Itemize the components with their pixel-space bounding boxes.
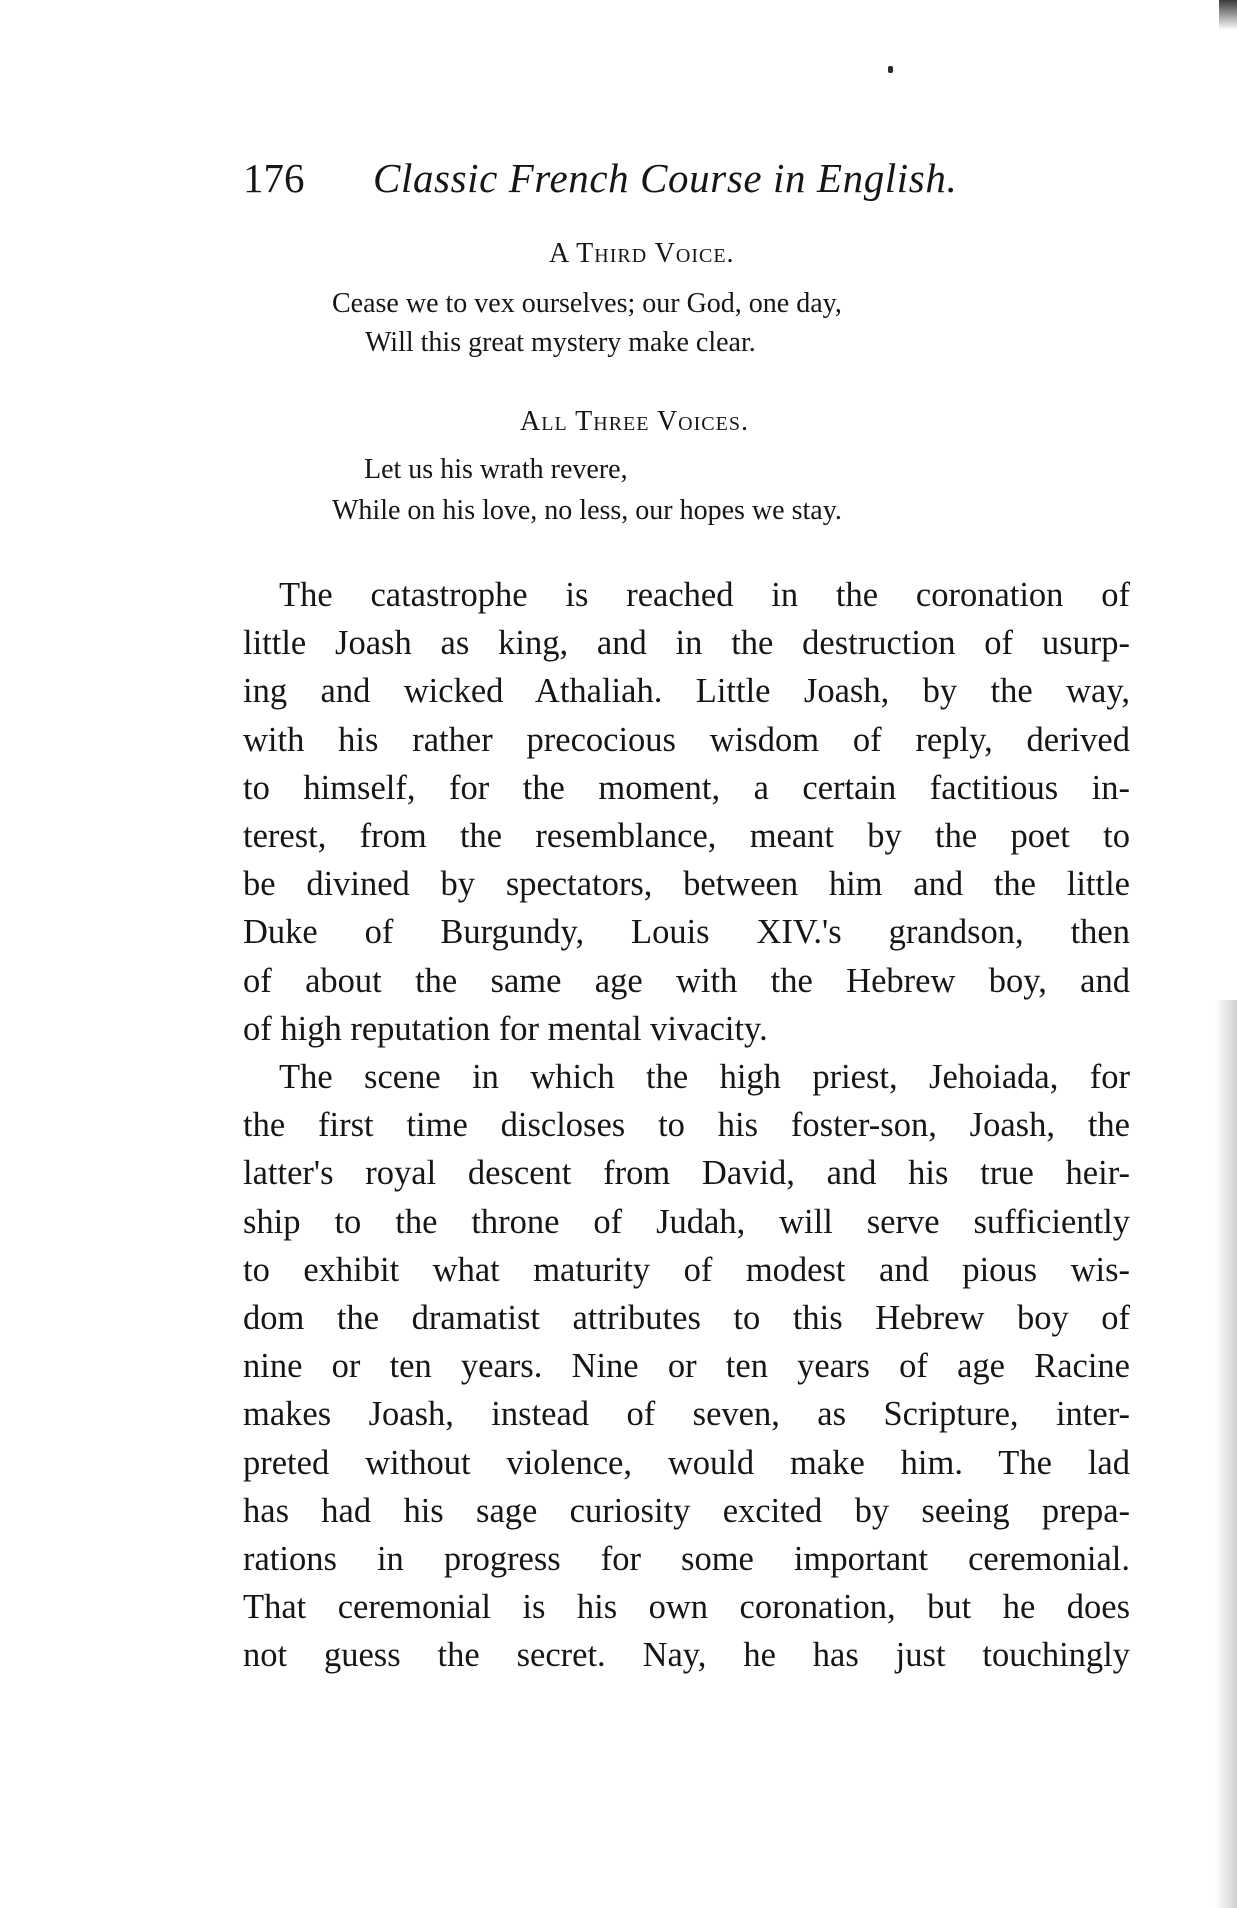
text-line: ing and wicked Athaliah. Little Joash, by the way, xyxy=(243,672,1130,711)
text-line: latter's royal descent from David, and his true heir- xyxy=(243,1154,1130,1193)
text-line: That ceremonial is his own coronation, but he does xyxy=(243,1588,1130,1627)
text-line: preted without violence, would make him. The lad xyxy=(243,1443,1130,1482)
text-line: nine or ten years. Nine or ten years of age Racine xyxy=(243,1347,1130,1386)
text-line: of high reputation for mental vivacity. xyxy=(243,1009,768,1048)
text-line: has had his sage curiosity excited by seeing prepa- xyxy=(243,1491,1130,1530)
text-line: rations in progress for some important ceremonial. xyxy=(243,1539,1130,1578)
text-line: Duke of Burgundy, Louis XIV.'s grandson, then xyxy=(243,913,1130,952)
running-title: Classic French Course in English. xyxy=(373,155,958,201)
text-line: to himself, for the moment, a certain factitious in- xyxy=(243,768,1130,807)
text-line: not guess the secret. Nay, he has just touchingly xyxy=(243,1636,1130,1675)
speaker-heading: A Third Voice. xyxy=(549,238,735,269)
scan-corner-mark xyxy=(1219,0,1237,30)
text-line: terest, from the resemblance, meant by the poet to xyxy=(243,816,1130,855)
speaker-heading: All Three Voices. xyxy=(520,406,749,437)
verse-line: Cease we to vex ourselves; our God, one day, xyxy=(332,288,842,319)
page-header xyxy=(243,152,1033,204)
verse-line: Will this great mystery make clear. xyxy=(365,327,756,358)
paragraph-2 xyxy=(243,1053,1130,1679)
text-line: ship to the throne of Judah, will serve sufficiently xyxy=(243,1202,1130,1241)
scan-speck xyxy=(888,66,893,73)
text-line: The scene in which the high priest, Jehoiada, for xyxy=(279,1058,1130,1096)
page-number: 176 xyxy=(243,155,305,201)
paragraph-1 xyxy=(243,571,1130,1053)
text-line: of about the same age with the Hebrew boy, and xyxy=(243,961,1130,1000)
text-line: dom the dramatist attributes to this Hebrew boy of xyxy=(243,1298,1130,1337)
text-line: makes Joash, instead of seven, as Scripture, inter- xyxy=(243,1395,1130,1434)
verse-line: While on his love, no less, our hopes we stay. xyxy=(332,495,842,526)
text-line: The catastrophe is reached in the coronation of xyxy=(279,576,1130,614)
text-line: little Joash as king, and in the destruction of usurp- xyxy=(243,624,1130,663)
text-line: to exhibit what maturity of modest and pious wis- xyxy=(243,1250,1130,1289)
text-line: be divined by spectators, between him and the little xyxy=(243,865,1130,904)
verse-line: Let us his wrath revere, xyxy=(364,454,628,485)
text-line: with his rather precocious wisdom of reply, derived xyxy=(243,720,1130,759)
scan-edge-shadow xyxy=(1215,1000,1237,1908)
text-line: the first time discloses to his foster-son, Joash, the xyxy=(243,1106,1130,1145)
